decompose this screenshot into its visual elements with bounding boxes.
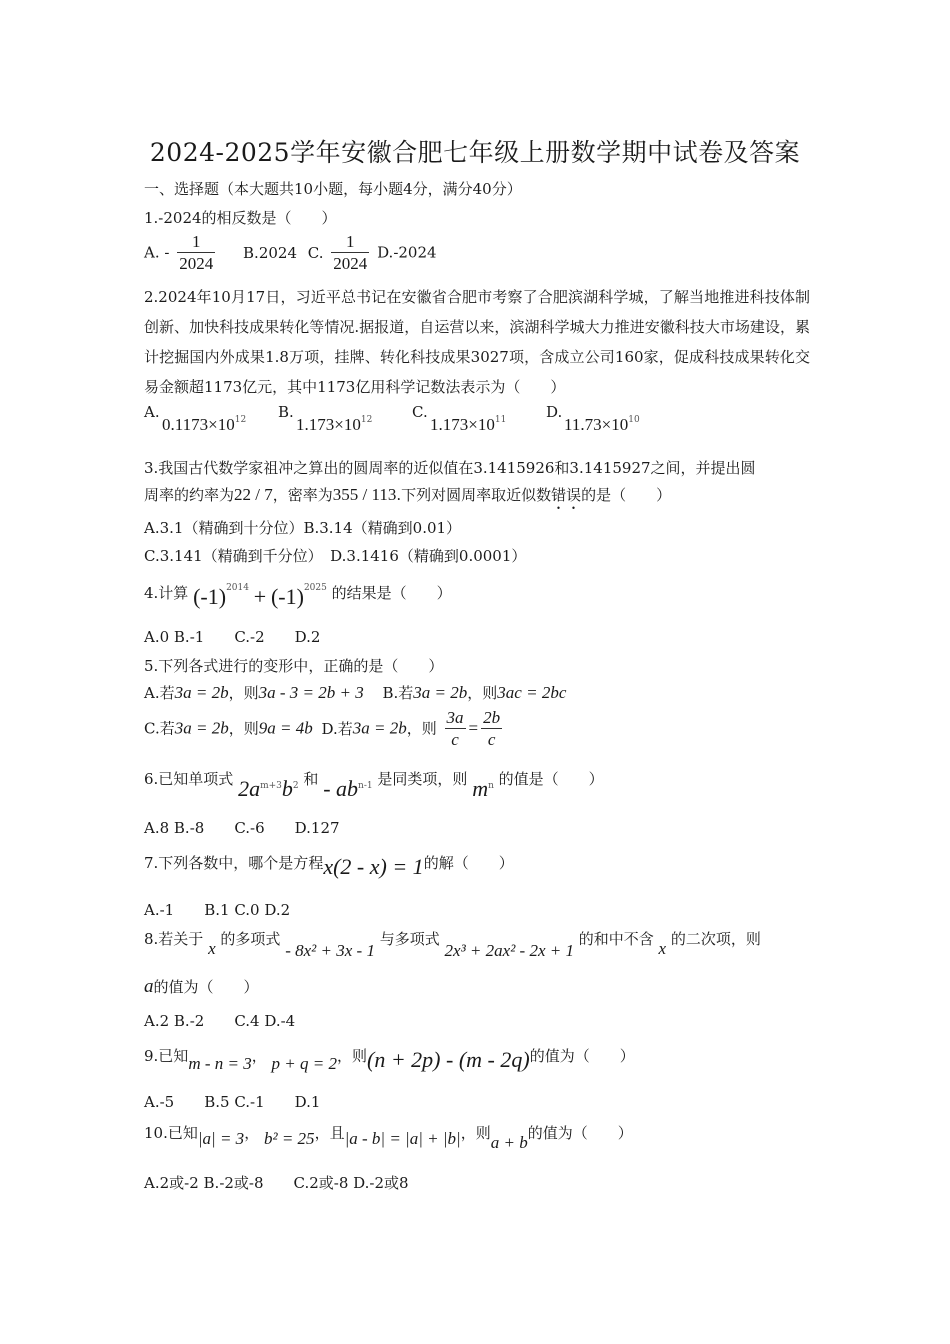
question-5-options-cd <box>144 708 505 751</box>
exponent: n <box>488 781 494 791</box>
question-4-stem <box>144 578 452 609</box>
text: D.若 <box>321 719 353 738</box>
option-c-fraction <box>331 232 369 275</box>
equation-1: m - n = 3 <box>188 1054 252 1073</box>
variable-x: x <box>658 939 667 958</box>
fraction-numerator: 1 <box>177 232 215 253</box>
fraction-denominator: 2024 <box>179 254 214 273</box>
text: 的值为（ ） <box>527 1124 633 1142</box>
polynomial-1: - 8x² + 3x - 1 <box>285 941 375 960</box>
equation: x(2 - x) = 1 <box>323 854 424 879</box>
variable-x: x <box>208 939 216 958</box>
question-3-line-1: 3.我国古代数学家祖冲之算出的圆周率的近似值在3.1415926和3.1415927之间，并提出圆 <box>144 459 756 477</box>
question-4-options: A.0 B.-1 C.-2 D.2 <box>144 628 321 646</box>
term: 2a <box>238 776 261 801</box>
text: 10.已知 <box>144 1124 198 1142</box>
option-a-label: A. <box>144 243 160 262</box>
condition: 3a = 2b <box>174 718 229 738</box>
term: b <box>281 776 293 801</box>
text: 的解（ ） <box>423 854 514 872</box>
question-3-options-ab: A.3.1（精确到十分位）B.3.14（精确到0.01） <box>144 519 462 537</box>
text: 8.若关于 <box>144 930 204 948</box>
text: ，则 <box>460 1124 491 1142</box>
expression: (n + 2p) - (m - 2q) <box>367 1047 530 1072</box>
question-3-line-2 <box>144 484 671 513</box>
option-c-label: C. <box>307 243 324 262</box>
text: 的是（ ） <box>581 486 672 504</box>
text: 的二次项，则 <box>670 930 761 948</box>
fraction-right <box>481 708 502 751</box>
text: A.若 <box>144 684 175 702</box>
milv-fraction: 355 / 113 <box>332 485 397 504</box>
exponent: 12 <box>234 415 247 425</box>
condition: 3a = 2b <box>413 683 468 702</box>
question-7-stem <box>144 848 514 879</box>
term: m <box>472 776 489 801</box>
condition: 3a = 2b <box>352 718 407 738</box>
question-9-stem <box>144 1041 635 1073</box>
option-b: B.2024 <box>243 243 297 262</box>
power-base-2: (-1) <box>270 584 304 609</box>
text: 的和中不含 <box>578 930 654 948</box>
text: 7.下列各数中，哪个是方程 <box>144 854 324 872</box>
text: ，密率为 <box>272 486 333 504</box>
condition: |a - b| = |a| + |b| <box>344 1129 461 1148</box>
power-exponent-1: 2014 <box>226 583 249 593</box>
fraction-denominator: 2024 <box>333 254 368 273</box>
text: ，则 <box>228 719 259 738</box>
question-2-stem: 2.2024年10月17日，习近平总书记在安徽省合肥市考察了合肥滨湖科学城，了解当地推进科技体制创新、加快科技成果转化等情况.据报道，自运营以来，滨湖科学城大力推进安徽科技大市场建设，累计挖掘国内外成果1.8万项，挂牌、转化科技成果3027项，含成立公司160家，促成科技成果转化交易金额超1173亿元，其中1173亿用科学记数法表示为（ ） <box>144 288 810 396</box>
option-a-fraction <box>177 232 215 275</box>
option-d-value <box>564 415 640 435</box>
question-7-options: A.-1 B.1 C.0 D.2 <box>144 901 291 919</box>
question-10-stem <box>144 1122 633 1152</box>
monomial-1 <box>238 776 299 801</box>
question-2-options <box>144 403 810 441</box>
option-d-label: D. <box>546 403 563 421</box>
equation-1: |a| = 3 <box>197 1129 245 1148</box>
fraction-denominator: c <box>487 730 496 749</box>
equation-2: p + q = 2 <box>271 1054 337 1073</box>
question-5-stem: 5.下列各式进行的变形中，正确的是（ ） <box>144 657 444 675</box>
polynomial-2: 2x³ + 2ax² - 2x + 1 <box>444 941 574 960</box>
text: 的多项式 <box>220 930 281 948</box>
fraction-denominator: c <box>451 730 459 749</box>
monomial-2 <box>323 776 373 801</box>
question-9-options: A.-5 B.5 C.-1 D.1 <box>144 1093 321 1111</box>
page-title: 2024-2025学年安徽合肥七年级上册数学期中试卷及答案 <box>149 138 801 167</box>
mantissa: 0.1173×10 <box>162 415 235 434</box>
text: .下列对圆周率取近似数 <box>396 486 552 504</box>
option-a-sign: - <box>164 243 170 262</box>
emphasis-word: 错误 <box>551 486 582 504</box>
text: 的结果是（ ） <box>331 584 452 602</box>
text: 9.已知 <box>144 1047 189 1065</box>
yuelv-fraction: 22 / 7 <box>234 485 273 504</box>
text: 和 <box>303 770 319 788</box>
plus-sign: + <box>253 584 267 609</box>
mantissa: 1.173×10 <box>430 415 495 434</box>
exponent: 2 <box>292 781 299 791</box>
text: 的值为（ ） <box>529 1047 635 1065</box>
text: 是同类项，则 <box>377 770 468 788</box>
text: ，则 <box>228 684 259 702</box>
text: ， <box>244 1124 260 1142</box>
question-8-options: A.2 B.-2 C.4 D.-4 <box>144 1012 296 1030</box>
question-5-options-ab <box>144 682 566 703</box>
fraction-numerator: 1 <box>331 232 369 253</box>
equation-2: b² = 25 <box>263 1129 315 1148</box>
question-10-options: A.2或-2 B.-2或-8 C.2或-8 D.-2或8 <box>144 1174 409 1192</box>
conclusion: 3a - 3 = 2b + 3 <box>258 683 364 702</box>
exponent: 12 <box>360 415 373 425</box>
exponent: 11 <box>494 415 507 425</box>
text: ，则 <box>336 1047 367 1065</box>
option-c-value <box>430 415 506 435</box>
exponent: n-1 <box>358 781 373 791</box>
question-8-stem-line-1 <box>144 928 761 960</box>
question-6-stem <box>144 764 604 801</box>
option-a-label: A. <box>144 403 160 421</box>
mantissa: 11.73×10 <box>564 415 629 434</box>
mantissa: 1.173×10 <box>296 415 361 434</box>
condition: 3a = 2b <box>174 683 229 702</box>
expression: a + b <box>490 1133 528 1152</box>
text: B.若 <box>382 684 414 702</box>
question-6-options: A.8 B.-8 C.-6 D.127 <box>144 819 340 837</box>
exponent: 10 <box>628 415 640 425</box>
text: C.若 <box>144 719 175 738</box>
option-d: D.-2024 <box>377 243 437 262</box>
option-c-label: C. <box>412 403 428 421</box>
variable-a: a <box>144 976 154 997</box>
conclusion: 9a = 4b <box>258 718 313 738</box>
option-b-label: B. <box>278 403 294 421</box>
text: 4.计算 <box>144 584 189 602</box>
text: ，则 <box>467 684 498 702</box>
question-8-stem-line-2 <box>144 976 259 998</box>
text: 6.已知单项式 <box>144 770 234 788</box>
text: 与多项式 <box>379 930 440 948</box>
question-1-stem: 1.-2024的相反数是（ ） <box>144 209 337 227</box>
option-a-value <box>162 415 246 435</box>
term: - ab <box>323 776 359 801</box>
exponent: m+3 <box>260 781 282 791</box>
text: ， <box>251 1047 267 1065</box>
power-base-1: (-1) <box>193 584 227 609</box>
fraction-numerator: 3a <box>446 708 464 727</box>
fraction-left <box>445 708 466 751</box>
equals-sign: = <box>468 718 479 738</box>
question-3-options-cd: C.3.141（精确到千分位） D.3.1416（精确到0.0001） <box>144 547 527 565</box>
section-heading: 一、选择题（本大题共10小题，每小题4分，满分40分） <box>144 180 522 198</box>
fraction-numerator: 2b <box>483 708 501 727</box>
text: ，且 <box>314 1124 345 1142</box>
text: ，则 <box>406 719 437 738</box>
text: 的值是（ ） <box>498 770 604 788</box>
conclusion: 3ac = 2bc <box>497 683 567 702</box>
power-m-n <box>472 776 494 801</box>
question-1-options <box>144 232 437 275</box>
text: 周率的约率为 <box>144 486 235 504</box>
option-b-value <box>296 415 372 435</box>
power-exponent-2: 2025 <box>303 583 327 593</box>
text: 的值为（ ） <box>153 978 259 996</box>
